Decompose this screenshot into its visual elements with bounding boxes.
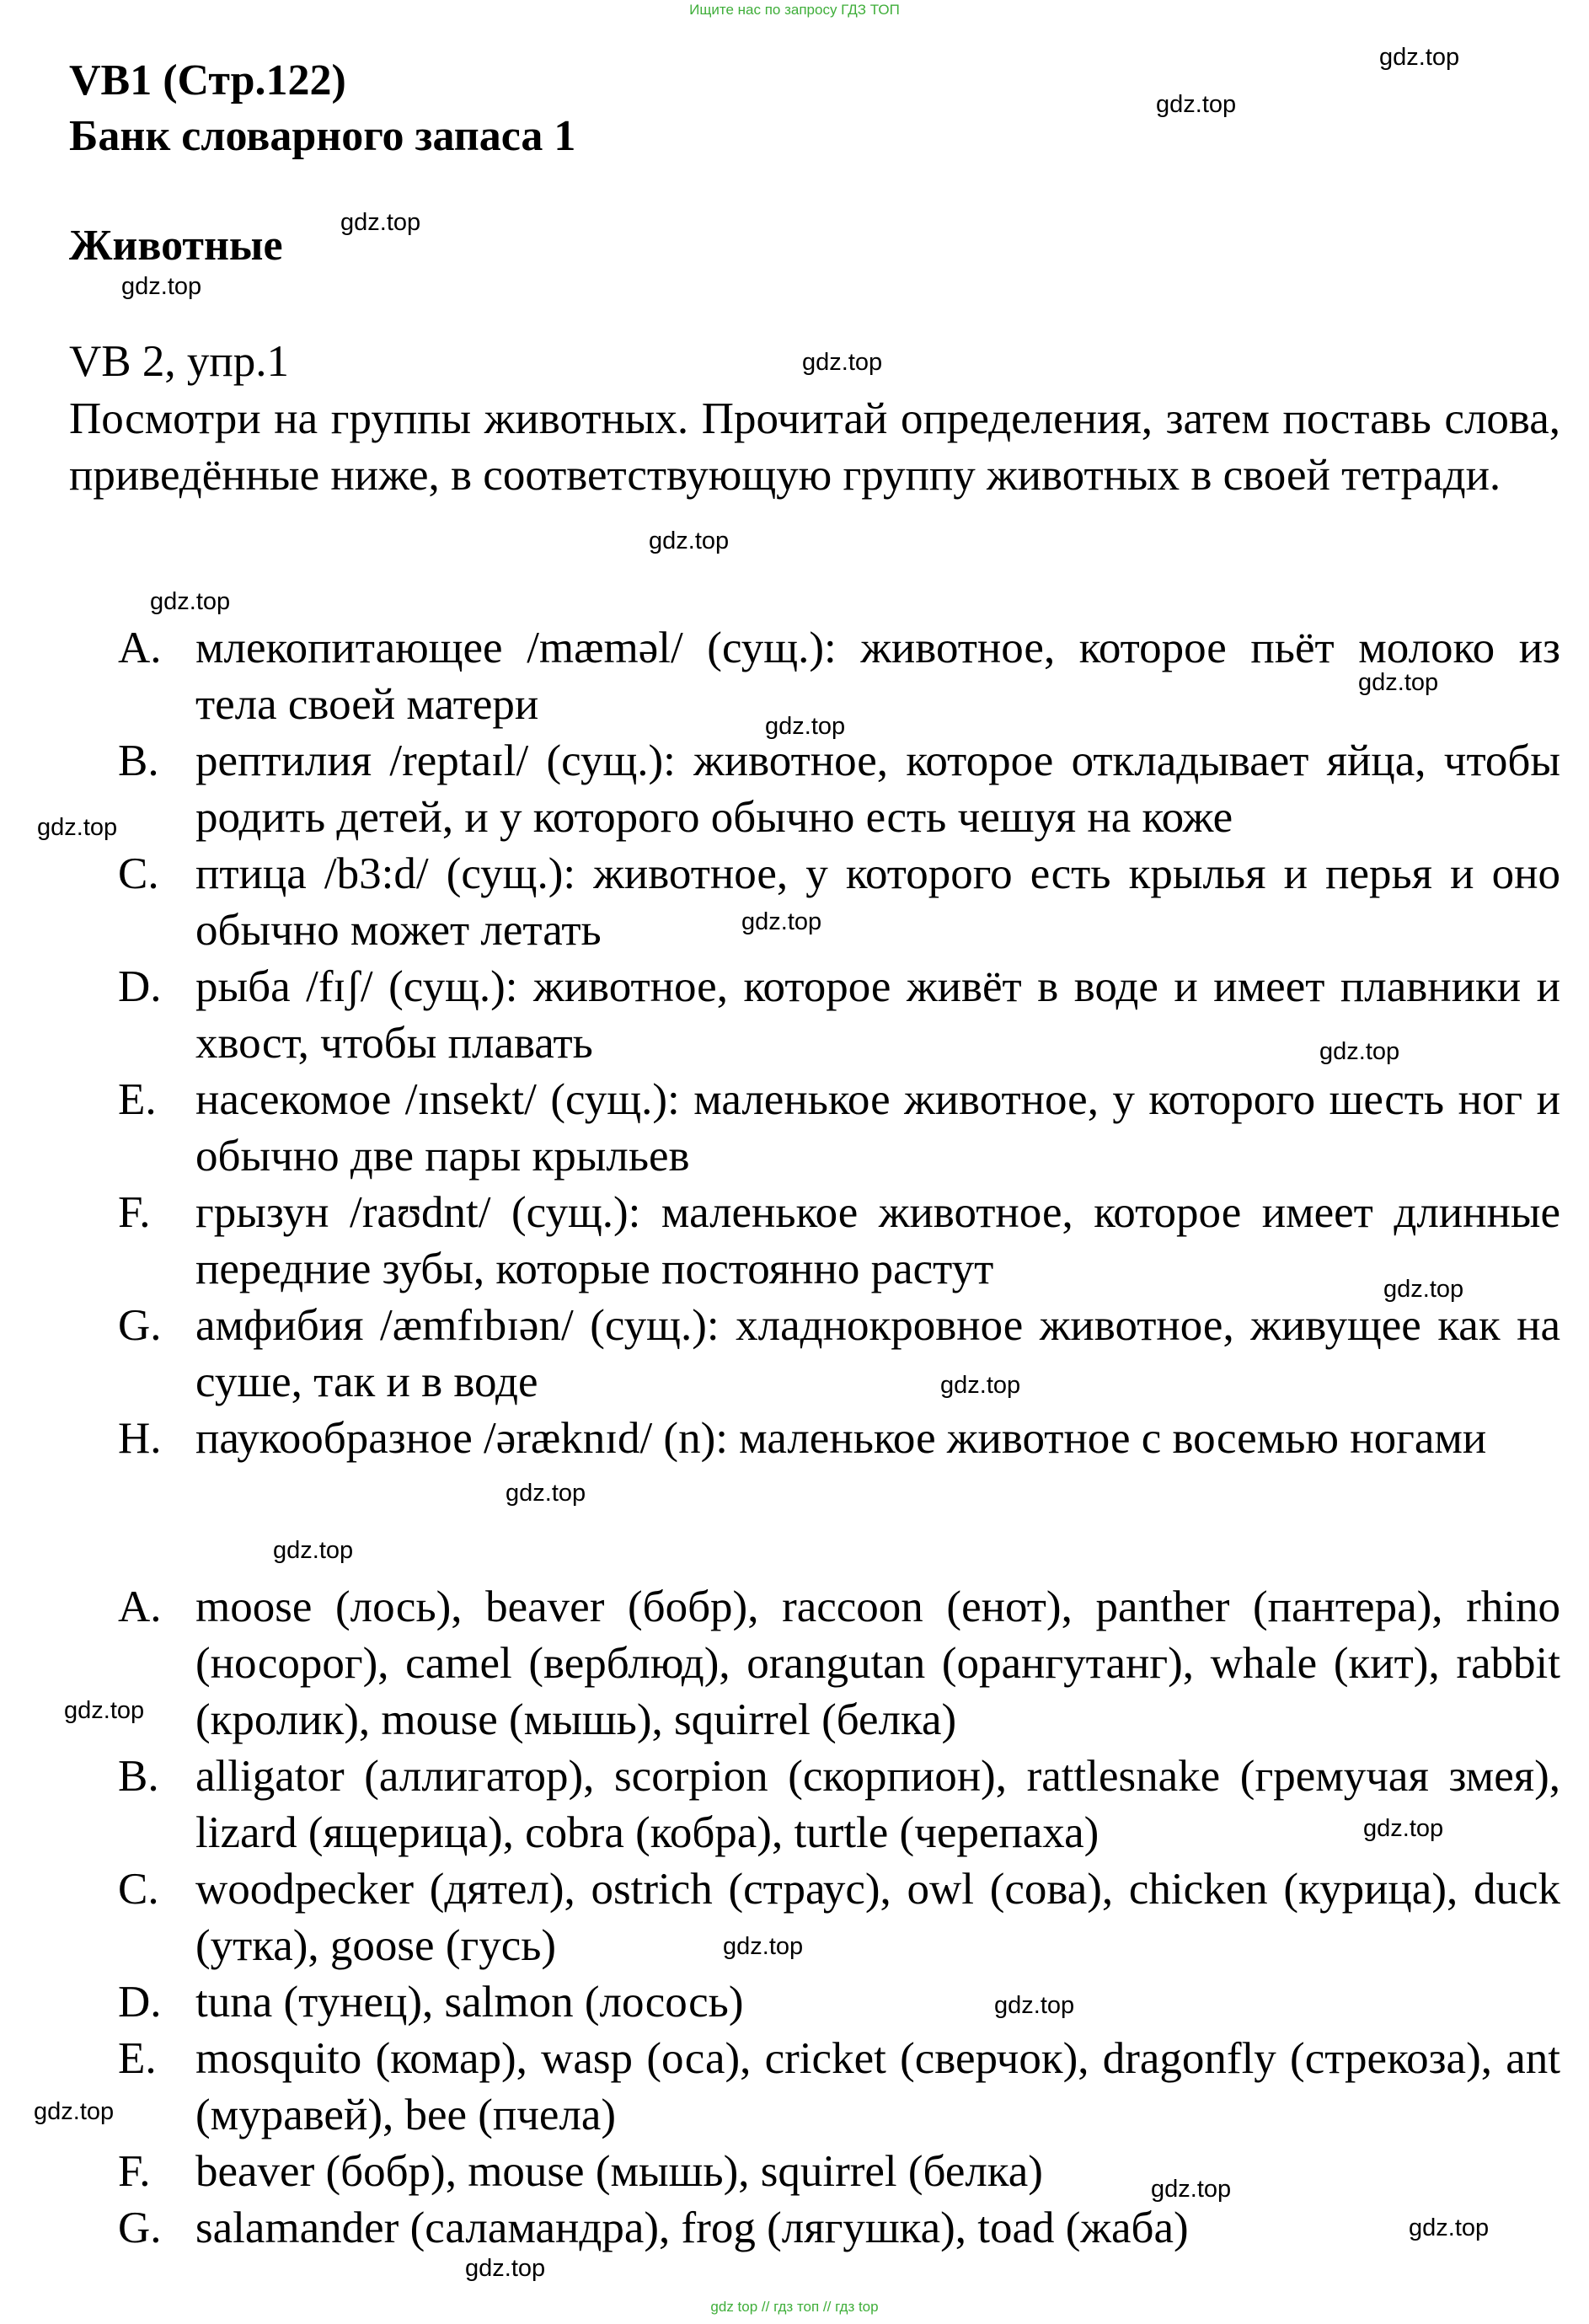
watermark: gdz.top (1379, 44, 1460, 71)
answer-item (118, 1861, 1560, 1974)
item-text: рептилия /reptaɪl/ (сущ.): животное, которое откладывает яйца, чтобы родить детей, и у которого обычно есть чешуя на коже (195, 736, 1560, 842)
item-letter: D. (118, 1978, 162, 2027)
item-text: грызун /raʊdnt/ (сущ.): маленькое животное, которое имеет длинные передние зубы, которые постоянно растут (195, 1188, 1560, 1293)
watermark: gdz.top (1383, 1276, 1464, 1303)
section-title: Животные (69, 222, 283, 270)
answer-item (118, 1748, 1560, 1861)
item-text: salamander (саламандра), frog (лягушка), toad (жаба) (195, 2204, 1189, 2252)
item-letter: B. (118, 1752, 159, 1801)
item-letter: C. (118, 1865, 159, 1914)
watermark: gdz.top (1363, 1815, 1444, 1842)
answer-item (118, 2144, 1560, 2200)
item-text: паукообразное /əræknɪd/ (n): маленькое животное с восемью ногами (195, 1414, 1487, 1463)
item-text: птица /b3:d/ (сущ.): животное, у которого есть крылья и перья и оно обычно может летать (195, 849, 1560, 955)
watermark: gdz.top (150, 588, 231, 615)
watermark: gdz.top (723, 1933, 804, 1960)
answers-list (118, 1579, 1560, 2257)
definition-item (118, 846, 1560, 959)
item-letter: A. (118, 624, 162, 672)
watermark: gdz.top (64, 1697, 145, 1724)
item-letter: A. (118, 1582, 162, 1631)
exercise-task: Посмотри на группы животных. Прочитай определения, затем поставь слова, приведённые ниже, в соответствующую группу животных в своей тетради. (69, 394, 1560, 500)
item-text: насекомое /ɪnsekt/ (сущ.): маленькое животное, у которого шесть ног и обычно две пары крыльев (195, 1075, 1560, 1181)
answer-item (118, 2200, 1560, 2257)
item-letter: F. (118, 2147, 151, 2196)
item-letter: F. (118, 1188, 151, 1237)
watermark: gdz.top (802, 349, 883, 376)
watermark: gdz.top (1358, 669, 1439, 696)
page-title: VB1 (Стр.122) (69, 56, 346, 104)
watermark: gdz.top (994, 1992, 1075, 2019)
item-text: moose (лось), beaver (бобр), raccoon (енот), panther (пантера), rhino (носорог), camel (верблюд), orangutan (орангутанг), whale (кит), rabbit (кролик), mouse (мышь), squirrel (белка) (195, 1582, 1560, 1744)
item-text: рыба /fɪʃ/ (сущ.): животное, которое живёт в воде и имеет плавники и хвост, чтобы плавать (195, 962, 1560, 1068)
item-text: beaver (бобр), mouse (мышь), squirrel (белка) (195, 2147, 1043, 2196)
watermark: gdz.top (340, 209, 421, 236)
item-letter: D. (118, 962, 162, 1011)
definition-item (118, 1185, 1560, 1298)
watermark: gdz.top (765, 713, 846, 740)
item-text: woodpecker (дятел), ostrich (страус), owl (сова), chicken (курица), duck (утка), goose (гусь) (195, 1865, 1560, 1970)
item-letter: E. (118, 2034, 157, 2083)
definition-item (118, 1411, 1560, 1467)
watermark: gdz.top (1151, 2176, 1232, 2203)
watermark: gdz.top (273, 1537, 354, 1564)
watermark: gdz.top (1409, 2214, 1490, 2241)
item-letter: B. (118, 736, 159, 785)
watermark: gdz.top (37, 814, 118, 841)
item-text: млекопитающее /mæməl/ (сущ.): животное, которое пьёт молоко из тела своей матери (195, 624, 1560, 729)
header-note: Ищите нас по запросу ГДЗ ТОП (689, 2, 900, 18)
watermark: gdz.top (1319, 1038, 1400, 1065)
answer-item (118, 2031, 1560, 2144)
answer-item (118, 1579, 1560, 1748)
item-text: mosquito (комар), wasp (оса), cricket (сверчок), dragonfly (стрекоза), ant (муравей), bee (пчела) (195, 2034, 1560, 2139)
item-letter: G. (118, 2204, 162, 2252)
watermark: gdz.top (465, 2255, 546, 2282)
page-subtitle: Банк словарного запаса 1 (69, 112, 576, 160)
watermark: gdz.top (34, 2098, 115, 2125)
item-text: амфибия /æmfɪbɪən/ (сущ.): хладнокровное животное, живущее как на суше, так и в воде (195, 1301, 1560, 1406)
watermark: gdz.top (1156, 91, 1237, 118)
item-letter: C. (118, 849, 159, 898)
footer-note: gdz top // гдз топ // гдз top (710, 2299, 879, 2315)
item-letter: H. (118, 1414, 162, 1463)
definition-item (118, 733, 1560, 846)
item-letter: E. (118, 1075, 157, 1124)
watermark: gdz.top (741, 908, 822, 935)
watermark: gdz.top (649, 527, 730, 554)
exercise-number: VB 2, упр.1 (69, 337, 289, 386)
definition-item (118, 1298, 1560, 1411)
watermark: gdz.top (506, 1480, 586, 1507)
watermark: gdz.top (940, 1372, 1021, 1399)
item-letter: G. (118, 1301, 162, 1350)
watermark: gdz.top (121, 273, 202, 300)
item-text: tuna (тунец), salmon (лосось) (195, 1978, 744, 2027)
item-text: alligator (аллигатор), scorpion (скорпион), rattlesnake (гремучая змея), lizard (ящерица), cobra (кобра), turtle (черепаха) (195, 1752, 1560, 1857)
definition-item (118, 1072, 1560, 1185)
answer-item (118, 1974, 1560, 2031)
